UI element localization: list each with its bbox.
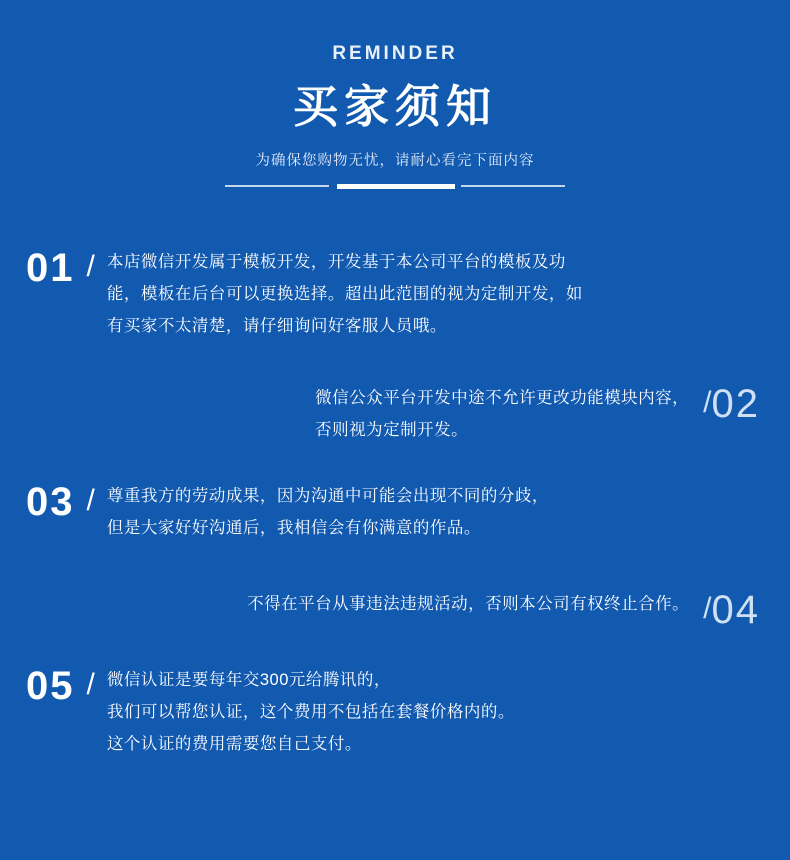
divider-segment-right (461, 185, 565, 187)
list-item (26, 664, 764, 760)
item-text-line: 微信认证是要每年交300元给腾讯的， (106, 670, 391, 689)
list-item (26, 382, 764, 446)
divider-segment-left (225, 185, 329, 187)
item-text-line: 但是大家好好沟通后，我相信会有你满意的作品。 (106, 518, 481, 537)
list-item (26, 480, 764, 544)
list-item (26, 246, 764, 342)
reminder-list (0, 246, 790, 760)
item-text-line: 本店微信开发属于模板开发，开发基于本公司平台的模板及功 (106, 252, 566, 271)
item-number: 04 (711, 587, 760, 632)
item-slash: / (703, 591, 712, 625)
item-text-line: 这个认证的费用需要您自己支付。 (106, 734, 362, 753)
item-text-line: 有买家不太清楚，请仔细询问好客服人员哦。 (106, 316, 447, 335)
item-text-line: 不得在平台从事违法违规活动，否则本公司有权终止合作。 (247, 594, 690, 613)
item-text-line: 尊重我方的劳动成果，因为沟通中可能会出现不同的分歧， (106, 486, 549, 505)
page-title: 买家须知 (292, 80, 497, 132)
item-slash: / (86, 483, 95, 517)
item-number: 01 (26, 245, 75, 290)
item-number: 05 (26, 663, 75, 708)
item-text (107, 480, 549, 544)
item-slash: / (86, 667, 95, 701)
item-text (107, 246, 583, 342)
header-divider (225, 184, 565, 188)
header-eyebrow: REMINDER (332, 43, 458, 64)
item-slash: / (703, 385, 712, 419)
item-text-line: 我们可以帮您认证，这个费用不包括在套餐价格内的。 (106, 702, 515, 721)
item-number: 03 (26, 479, 75, 524)
item-text-line: 能，模板在后台可以更换选择。超出此范围的视为定制开发，如 (106, 284, 583, 303)
page-header (0, 0, 790, 188)
item-text-line: 微信公众平台开发中途不允许更改功能模块内容， (315, 388, 690, 407)
item-text (247, 588, 689, 620)
page-subtitle: 为确保您购物无忧，请耐心看完下面内容 (255, 152, 535, 169)
item-text (315, 382, 689, 446)
item-slash: / (86, 249, 95, 283)
item-number: 02 (711, 381, 760, 426)
list-item (26, 588, 764, 630)
item-text-line: 否则视为定制开发。 (315, 420, 469, 439)
item-text (107, 664, 515, 760)
divider-segment-center (337, 184, 455, 189)
